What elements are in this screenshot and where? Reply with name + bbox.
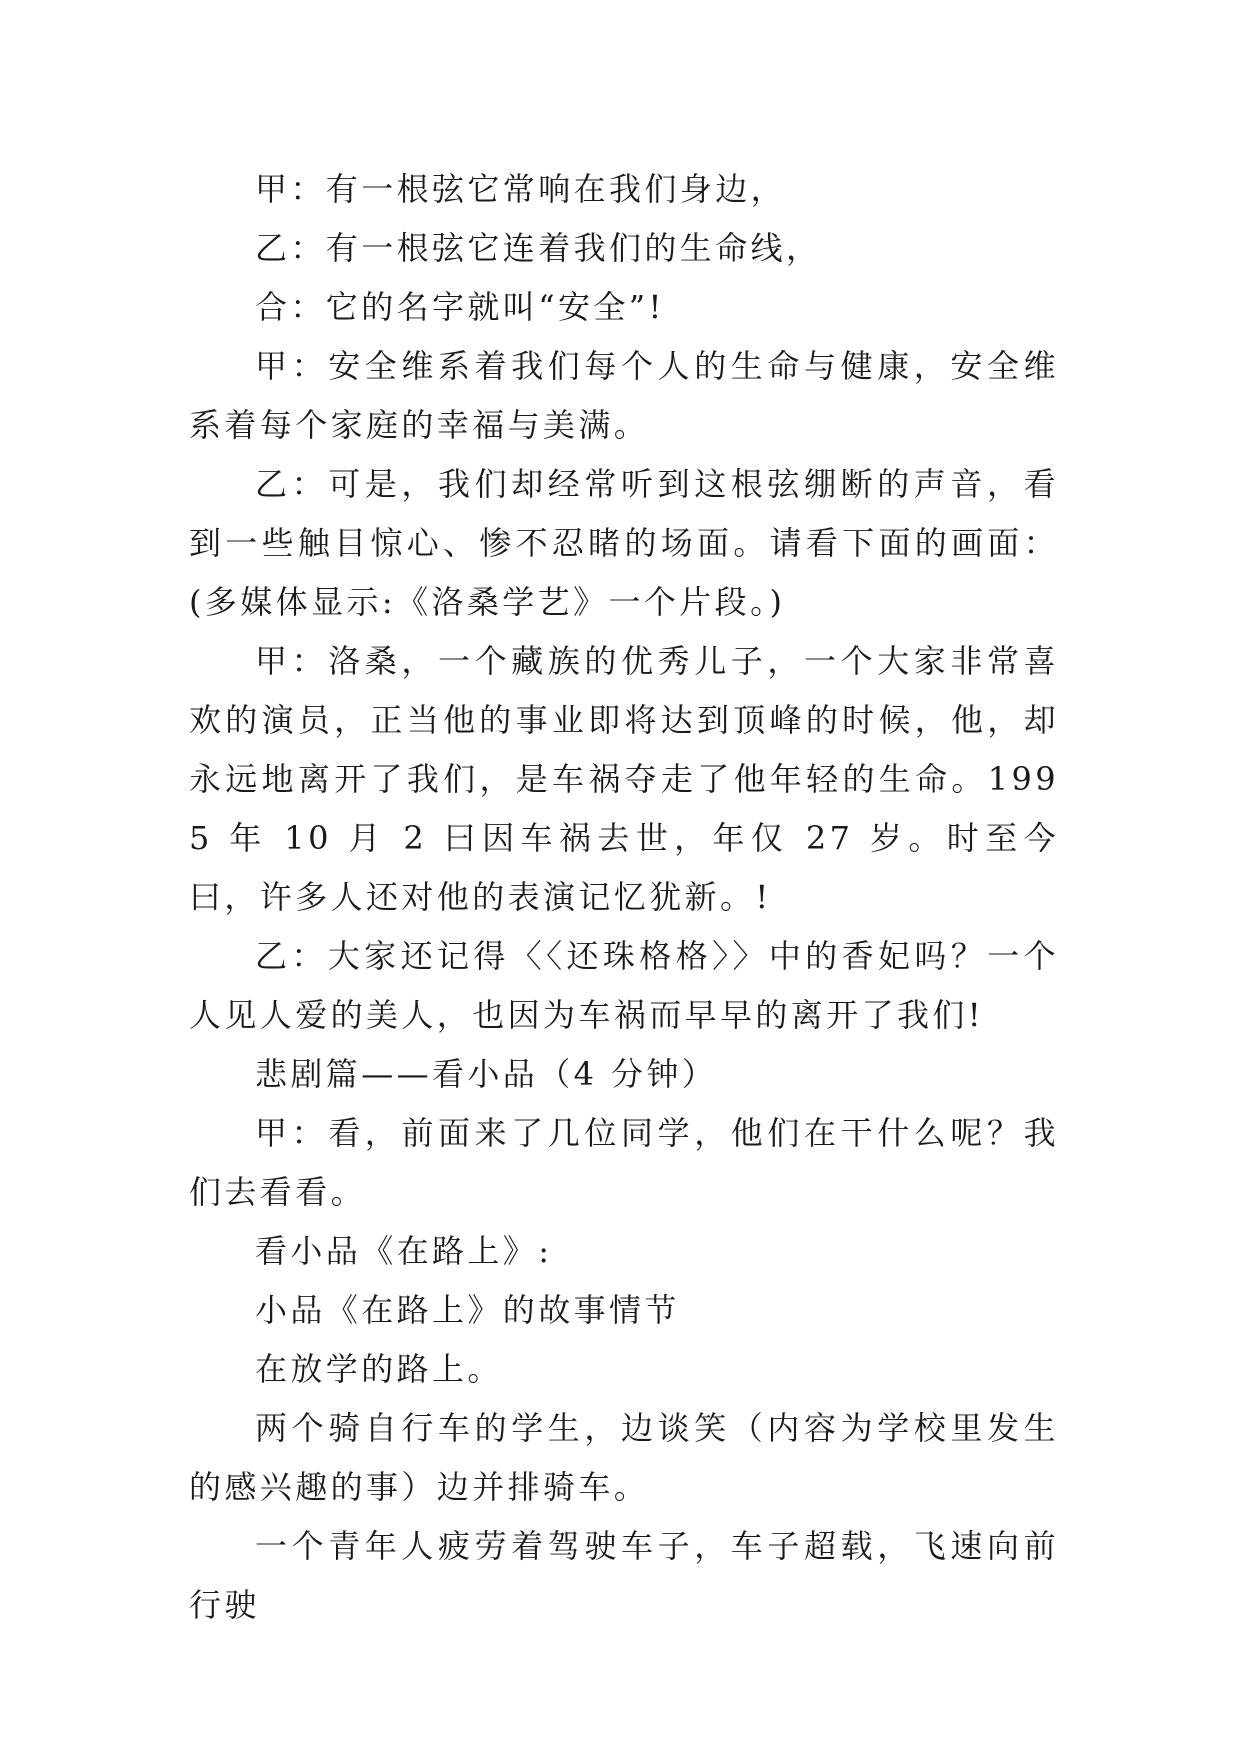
paragraph-yi-1: 乙：有一根弦它连着我们的生命线， [255, 229, 822, 267]
paragraph-jia-1: 甲：有一根弦它常响在我们身边， [255, 170, 787, 208]
paragraph-driver: 一个青年人疲劳着驾驶车子，车子超载，飞速向前行驶 [189, 1527, 1059, 1624]
paragraph-he-1: 合：它的名字就叫“安全”! [255, 288, 665, 326]
paragraph-scene: 在放学的路上。 [255, 1350, 503, 1388]
document-body [189, 160, 1059, 1635]
paragraph-jia-4: 甲：看，前面来了几位同学，他们在干什么呢？我们去看看。 [189, 1114, 1059, 1211]
paragraph-sketch-title: 看小品《在路上》: [255, 1232, 553, 1270]
paragraph-jia-2: 甲：安全维系着我们每个人的生命与健康，安全维系着每个家庭的幸福与美满。 [189, 347, 1059, 444]
paragraph-yi-3: 乙：大家还记得〈〈还珠格格〉〉中的香妃吗？一个人见人爱的美人，也因为车祸而早早的离开了我们! [189, 937, 1059, 1034]
paragraph-sketch-plot-heading: 小品《在路上》的故事情节 [255, 1291, 680, 1329]
paragraph-students: 两个骑自行车的学生，边谈笑（内容为学校里发生的感兴趣的事）边并排骑车。 [189, 1409, 1059, 1506]
paragraph-section-heading: 悲剧篇——看小品（4 分钟） [255, 1055, 718, 1093]
paragraph-jia-3: 甲：洛桑，一个藏族的优秀儿子，一个大家非常喜欢的演员，正当他的事业即将达到顶峰的时候，他，却永远地离开了我们，是车祸夺走了他年轻的生命。1995 年 10 月 2 曰因车祸去世，年仅 27 岁。时至今曰，许多人还对他的表演记忆犹新。! [189, 642, 1059, 916]
paragraph-yi-2: 乙：可是，我们却经常听到这根弦绷断的声音，看到一些触目惊心、惨不忍睹的场面。请看下面的画面：(多媒体显示:《洛桑学艺》一个片段。) [189, 465, 1059, 621]
